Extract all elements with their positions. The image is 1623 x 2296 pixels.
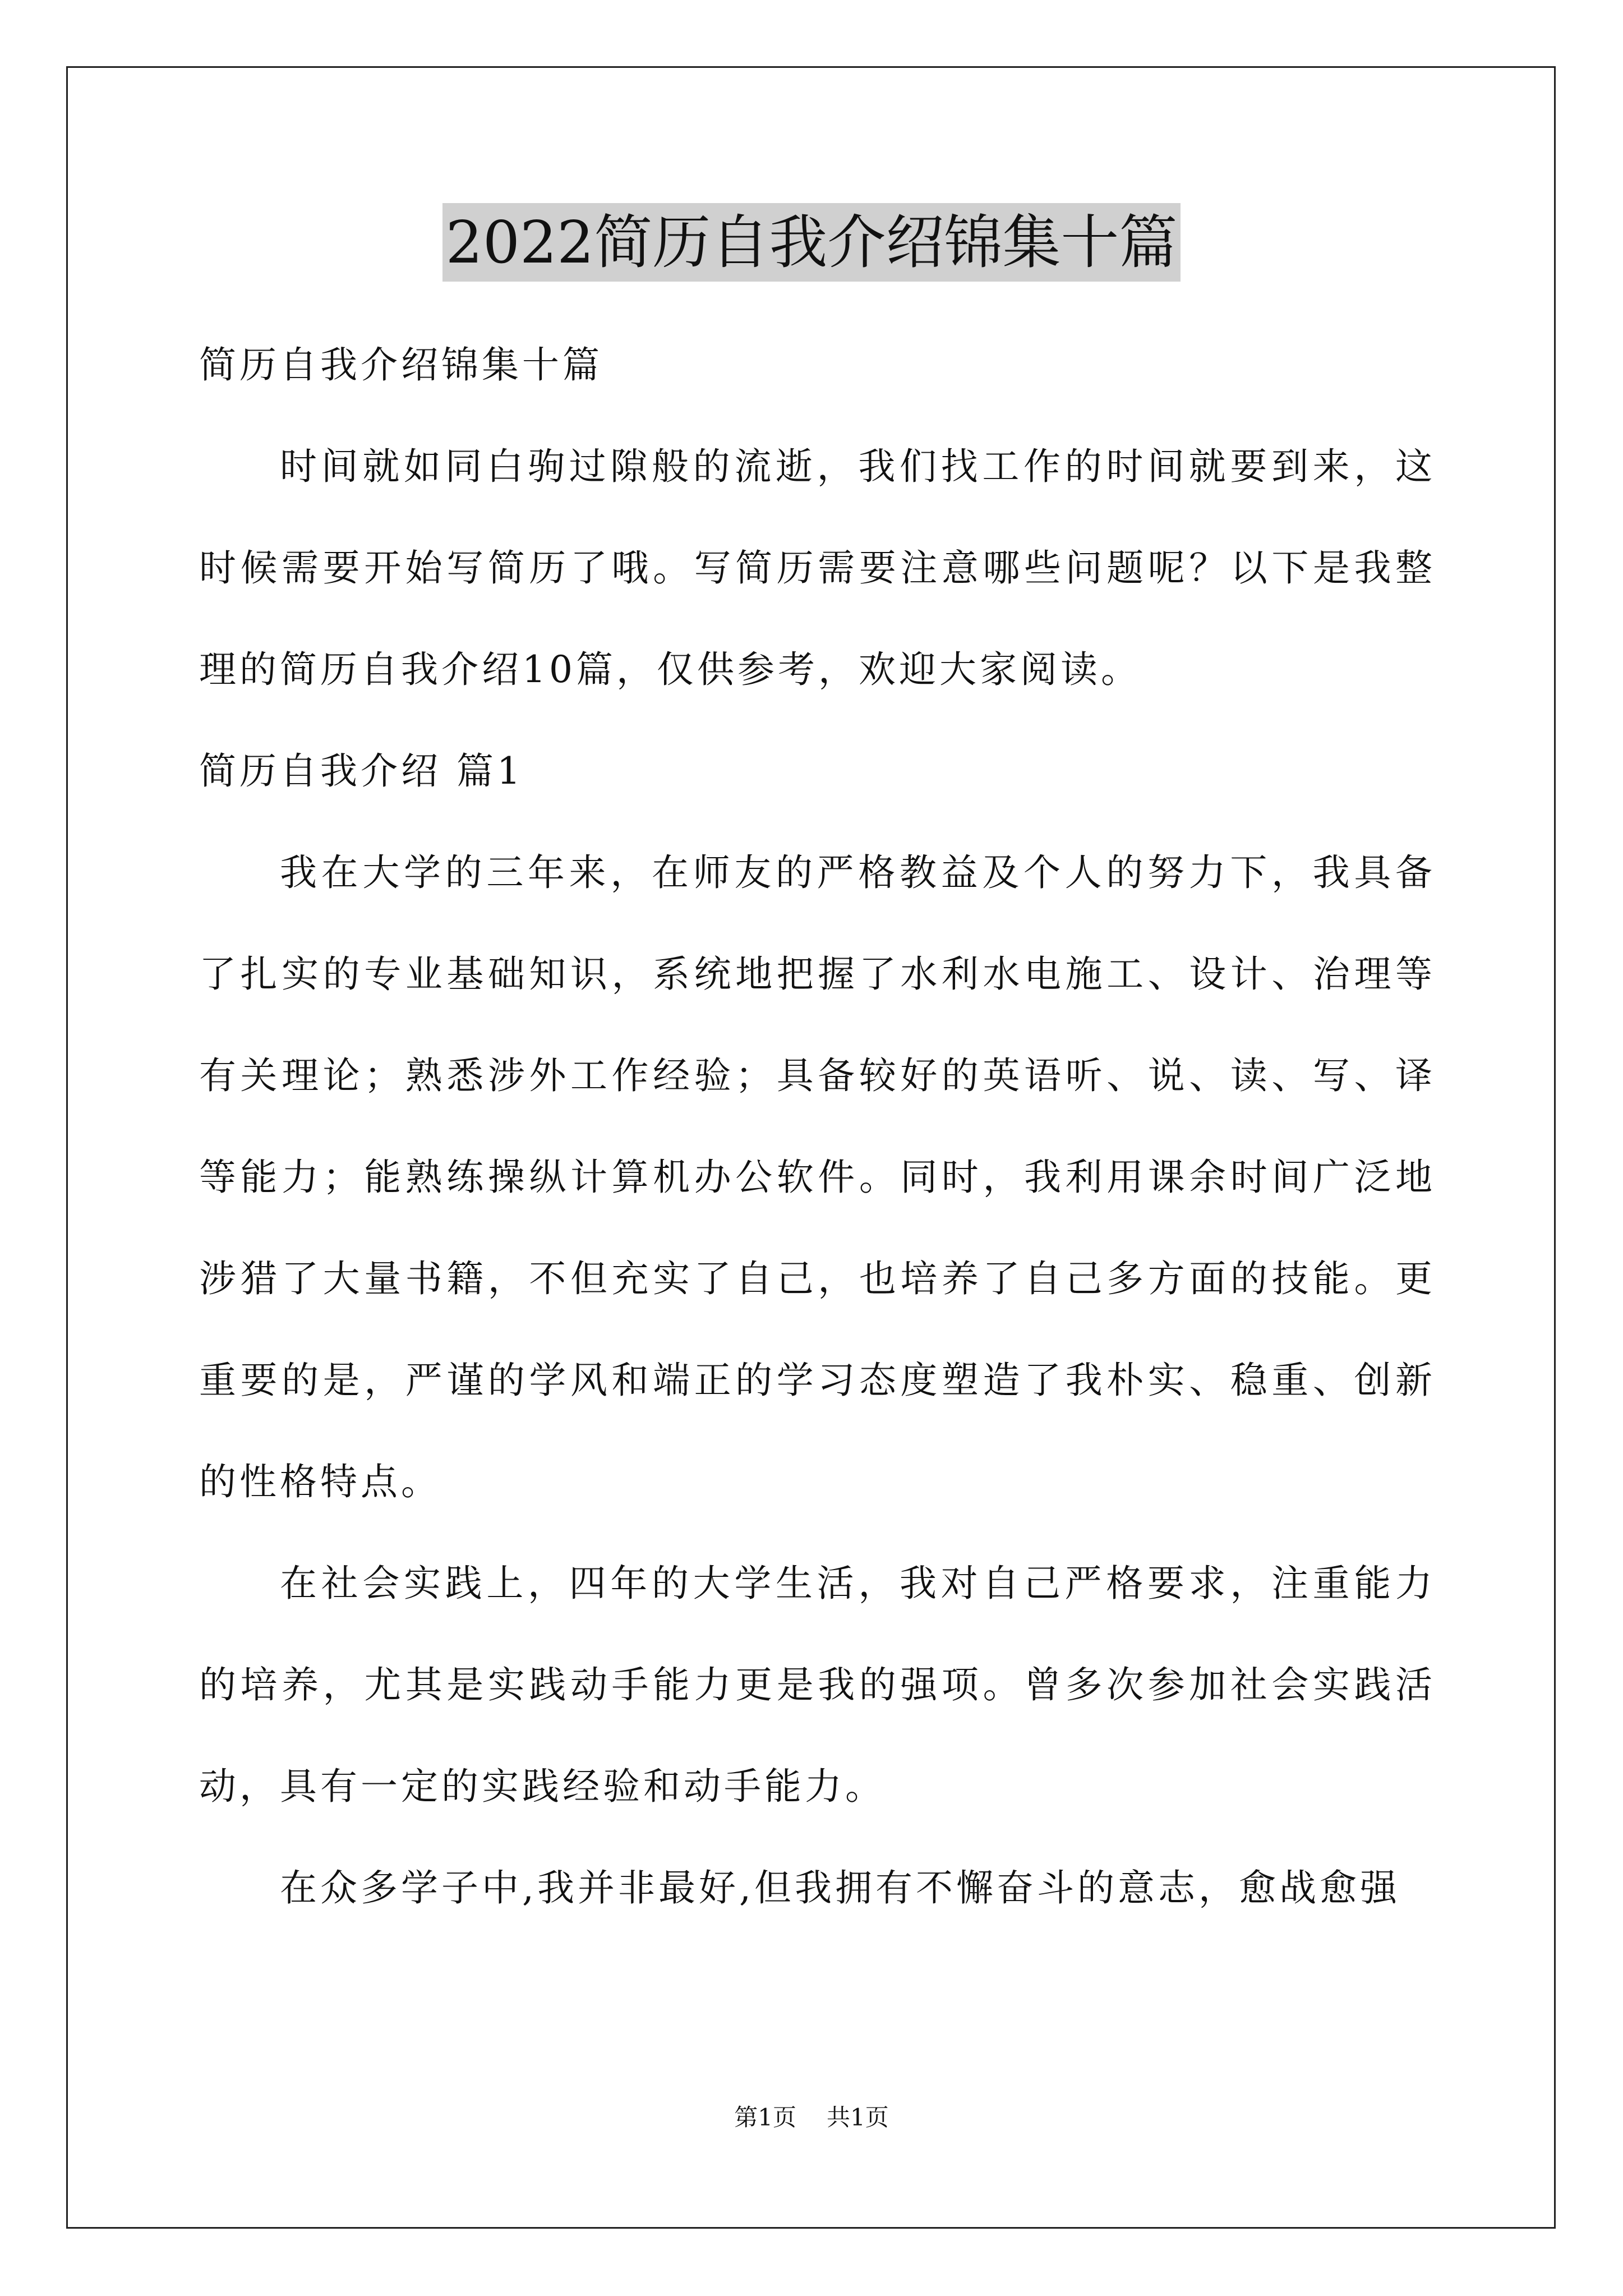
body-paragraph: 在社会实践上，四年的大学生活，我对自己严格要求，注重能力的培养，尤其是实践动手能力更是我的强项。曾多次参加社会实践活动，具有一定的实践经验和动手能力。 (199, 1562, 1436, 1808)
title-container (0, 203, 1623, 282)
body-paragraph: 我在大学的三年来，在师友的严格教益及个人的努力下，我具备了扎实的专业基础知识，系统地把握了水利水电施工、设计、治理等有关理论；熟悉涉外工作经验；具备较好的英语听、说、读、写、译等能力；能熟练操纵计算机办公软件。同时，我利用课余时间广泛地涉猎了大量书籍，不但充实了自己，也培养了自己多方面的技能。更重要的是，严谨的学风和端正的学习态度塑造了我朴实、稳重、创新的性格特点。 (199, 851, 1436, 1503)
document-body (199, 314, 1436, 1939)
page-number-current: 第1页 (734, 2104, 796, 2131)
body-paragraph: 在众多学子中,我并非最好,但我拥有不懈奋斗的意志，愈战愈强 (280, 1866, 1400, 1910)
document-subtitle: 简历自我介绍锦集十篇 (199, 343, 603, 386)
section-heading: 简历自我介绍 篇1 (199, 749, 524, 793)
intro-paragraph: 时间就如同白驹过隙般的流逝，我们找工作的时间就要到来，这时候需要开始写简历了哦。写简历需要注意哪些问题呢？以下是我整理的简历自我介绍10篇，仅供参考，欢迎大家阅读。 (199, 445, 1436, 691)
page-number-total: 共1页 (827, 2104, 889, 2131)
document-title: 2022简历自我介绍锦集十篇 (442, 203, 1181, 282)
page-footer (0, 2101, 1623, 2134)
